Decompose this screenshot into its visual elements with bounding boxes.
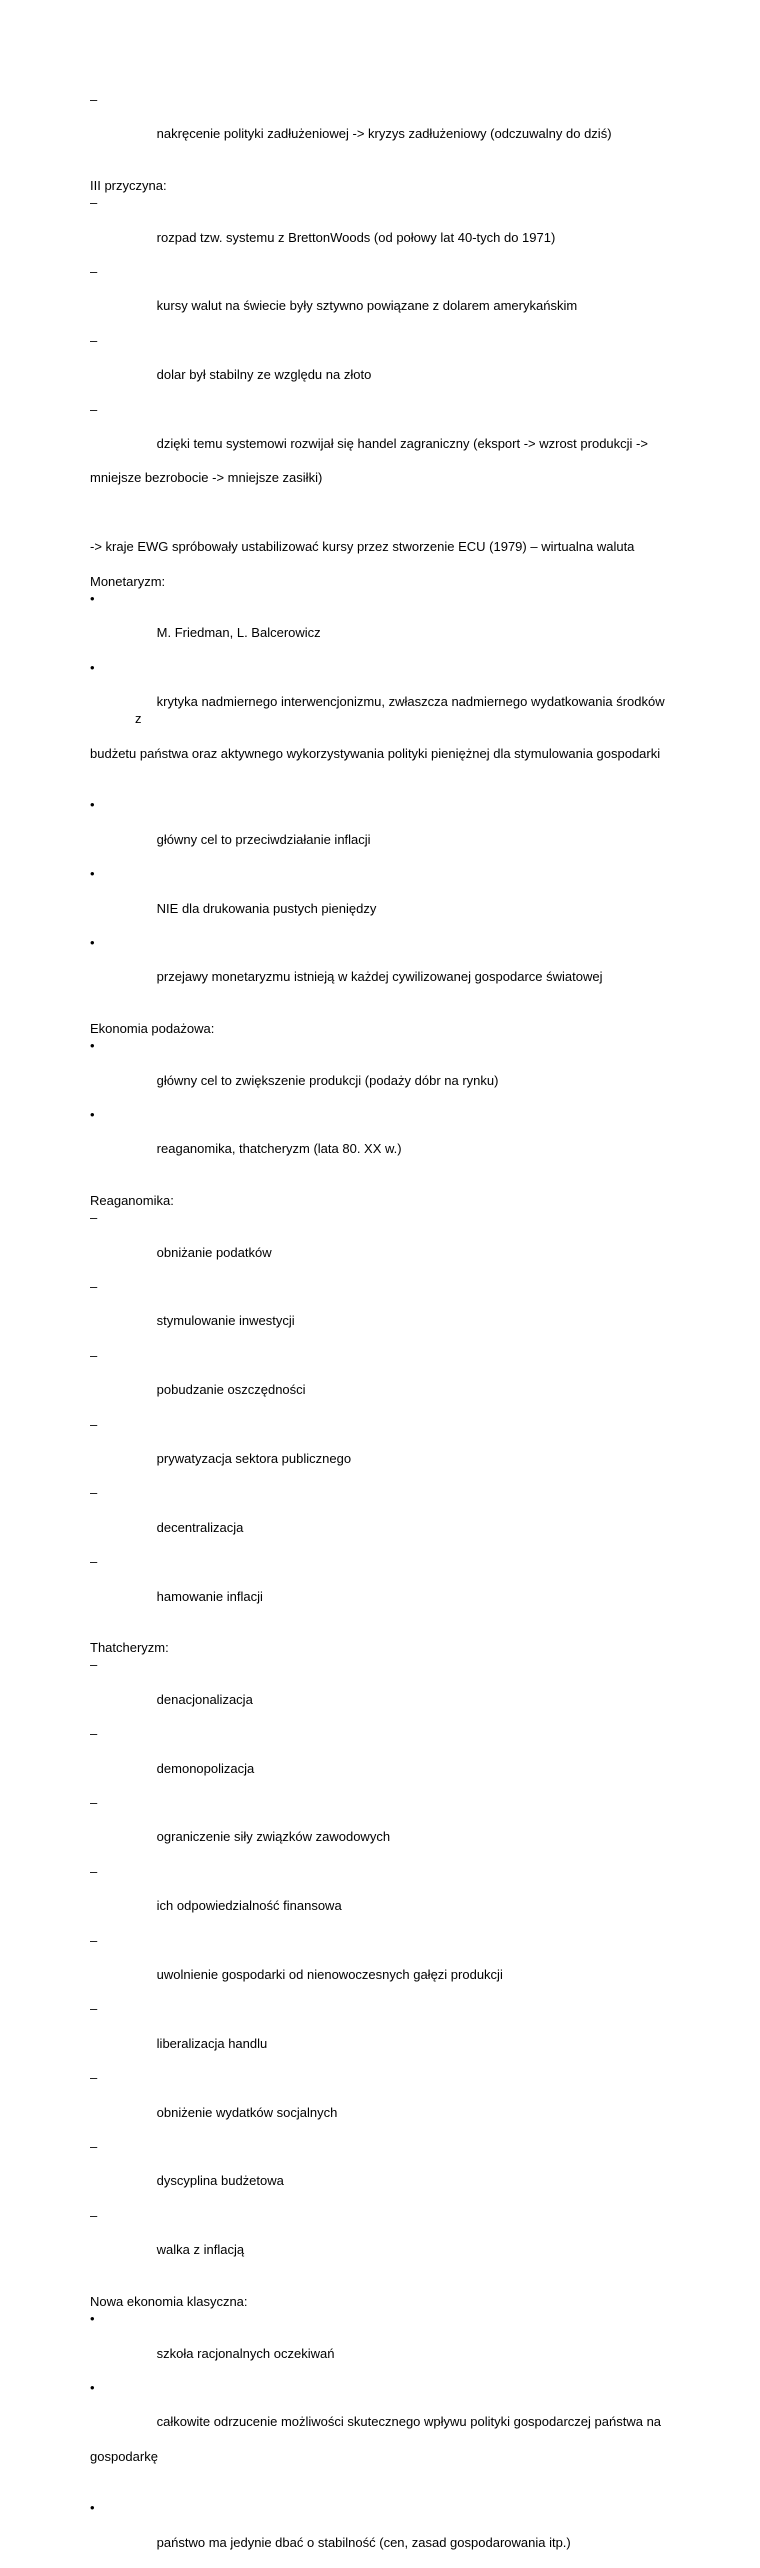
list-item [90,1484,670,1553]
list-item-text: liberalizacja handlu [156,2035,268,2051]
list-item-text: denacjonalizacja [156,1691,253,1707]
list-item-text: NIE dla drukowania pustych pieniędzy [156,900,377,916]
list-marker: – [90,1278,98,1294]
list-item [90,1106,670,1175]
list-item [90,590,670,659]
bullet-icon: • [90,1038,95,1054]
section-heading: Ekonomia podażowa: [90,1020,215,1036]
list-item-text: hamowanie inflacji [156,1588,263,1604]
list-item-text: całkowite odrzucenie możliwości skutecznego wpływu polityki gospodarczej państwa na [156,2414,662,2430]
list-item [90,2379,670,2499]
list-item [90,796,670,865]
list-marker: – [90,1657,98,1673]
list-item [90,2138,670,2207]
list-item-text: uwolnienie gospodarki od nienowoczesnych gałęzi produkcji [156,1967,503,1983]
list-item-text: państwo ma jedynie dbać o stabilność (cen, zasad gospodarowania itp.) [156,2534,571,2550]
list-item-text: dzięki temu systemowi rozwijał się handel zagraniczny (eksport -> wzrost produkcji -> [156,436,648,452]
bullet-icon: • [90,2379,95,2395]
list-marker: – [90,92,98,107]
bullet-icon: • [90,797,95,813]
list-item-text: pobudzanie oszczędności [156,1382,306,1398]
list-item [90,2499,670,2568]
list-item [90,1932,670,2001]
section-heading: Thatcheryzm: [90,1640,169,1656]
section-heading: Nowa ekonomia klasyczna: [90,2293,248,2309]
list-item-continuation: gospodarkę [90,2448,158,2464]
list-item-text: główny cel to przeciwdziałanie inflacji [156,831,371,847]
list-item-text: obniżanie podatków [156,1244,272,1260]
list-marker: – [90,1726,98,1742]
list-item [90,194,670,263]
list-item [90,1209,670,1278]
list-item [90,1863,670,1932]
list-item-text: ograniczenie siły związków zawodowych [156,1829,391,1845]
list-item-text: główny cel to zwiększenie produkcji (podaży dóbr na rynku) [156,1072,499,1088]
list-marker: – [90,1416,98,1432]
list-item-text: walka z inflacją [156,2242,245,2258]
list-item-text: demonopolizacja [156,1760,255,1776]
ewg-note: -> kraje EWG spróbowały ustabilizować kursy przez stworzenie ECU (1979) – wirtualna waluta [90,539,635,555]
list-item-text: ich odpowiedzialność finansowa [156,1898,342,1914]
list-item-text: dyscyplina budżetowa [156,2173,284,2189]
list-marker: – [90,1932,98,1948]
list-item-text: decentralizacja [156,1519,244,1535]
list-item [90,1656,670,1725]
list-item [90,1725,670,1794]
list-item [90,865,670,934]
list-marker: – [90,2207,98,2223]
list-item [90,401,670,521]
list-marker: – [90,2001,98,2017]
list-item-text: rozpad tzw. systemu z BrettonWoods (od połowy lat 40-tych do 1971) [156,229,556,245]
list-marker: – [90,1485,98,1501]
list-item [90,1347,670,1416]
list-marker: – [90,1554,98,1570]
list-item [90,1794,670,1863]
list-item [90,1416,670,1485]
list-item-text: kursy walut na świecie były sztywno powiązane z dolarem amerykańskim [156,298,578,314]
list-item [90,2310,670,2379]
list-item-text: krytyka nadmiernego interwencjonizmu, zwłaszcza nadmiernego wydatkowania środków z [135,694,669,727]
list-marker: – [90,2070,98,2086]
section-heading: Reaganomika: [90,1192,174,1208]
list-item [90,91,670,160]
list-item-text: obniżenie wydatków socjalnych [156,2104,338,2120]
list-item-continuation: budżetu państwa oraz aktywnego wykorzystywania polityki pieniężnej dla stymulowania gospodarki [90,745,661,761]
list-marker: – [90,1795,98,1811]
list-marker: – [90,1863,98,1879]
list-item-text: stymulowanie inwestycji [156,1313,295,1329]
bullet-icon: • [90,590,95,606]
bullet-icon: • [90,866,95,882]
list-item [90,2207,670,2276]
list-item-text: prywatyzacja sektora publicznego [156,1450,352,1466]
list-item-text: przejawy monetaryzmu istnieją w każdej cywilizowanej gospodarce światowej [156,969,603,985]
list-item [90,1278,670,1347]
list-item [90,659,670,797]
list-marker: – [90,332,98,348]
list-item [90,2000,670,2069]
list-item-text: M. Friedman, L. Balcerowicz [156,625,321,641]
bullet-icon: • [90,2311,95,2327]
bullet-icon: • [90,659,95,675]
list-marker: – [90,195,98,211]
list-item [90,934,670,1003]
list-marker: – [90,1210,98,1226]
list-marker: – [90,401,98,417]
list-marker: – [90,1347,98,1363]
list-item [90,2069,670,2138]
list-item [90,332,670,401]
list-marker: – [90,264,98,280]
list-marker: – [90,2139,98,2155]
bullet-icon: • [90,1106,95,1122]
list-item-text: dolar był stabilny ze względu na złoto [156,367,372,383]
list-item [90,263,670,332]
list-item [90,1553,670,1622]
document-content [90,91,670,2568]
list-item-text: szkoła racjonalnych oczekiwań [156,2345,335,2361]
bullet-icon: • [90,934,95,950]
list-item-text: reaganomika, thatcheryzm (lata 80. XX w.) [156,1141,402,1157]
list-item-continuation: mniejsze bezrobocie -> mniejsze zasiłki) [90,470,323,486]
list-item [90,1037,670,1106]
section-heading: Monetaryzm: [90,573,166,589]
section-heading: III przyczyna: [90,178,167,193]
bullet-icon: • [90,2500,95,2516]
list-item-text: nakręcenie polityki zadłużeniowej -> kryzys zadłużeniowy (odczuwalny do dziś) [156,126,612,142]
